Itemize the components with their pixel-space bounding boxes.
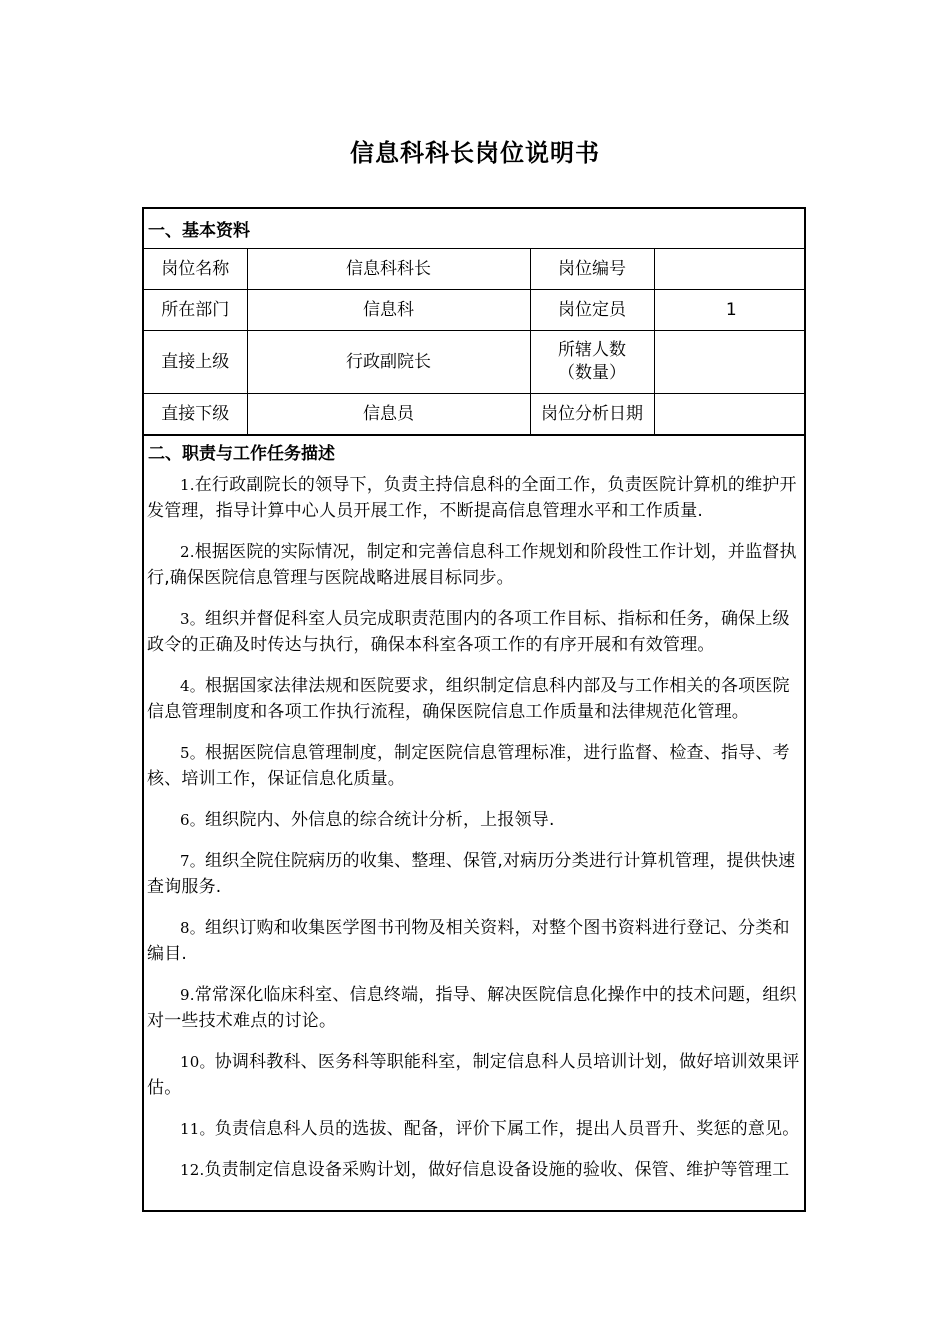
duty-text: 组织并督促科室人员完成职责范围内的各项工作目标、指标和任务，确保上级政令的正确及时传达与执行，确保本科室各项工作的有序开展和有效管理。 — [147, 609, 790, 655]
duty-item — [147, 982, 802, 1034]
duty-text: 根据国家法律法规和医院要求，组织制定信息科内部及与工作相关的各项医院信息管理制度和各项工作执行流程，确保医院信息工作质量和法律规范化管理。 — [147, 676, 790, 722]
field-label: 岗位定员 — [530, 290, 654, 331]
field-value — [654, 394, 806, 436]
duty-text: 负责信息科人员的选拔、配备，评价下属工作，提出人员晋升、奖惩的意见。 — [214, 1119, 800, 1139]
field-label: 所辖人数（数量） — [530, 331, 654, 394]
duty-number: 1. — [180, 476, 195, 494]
duty-text: 负责制定信息设备采购计划，做好信息设备设施的验收、保管、维护等管理工 — [204, 1160, 790, 1180]
duty-item — [147, 606, 802, 658]
duty-number: 10。 — [180, 1053, 215, 1071]
field-label: 直接下级 — [144, 394, 247, 436]
duty-item — [147, 740, 802, 792]
duty-item — [147, 915, 802, 967]
duty-item — [147, 673, 802, 725]
duty-number: 3。 — [180, 610, 205, 628]
duty-number: 8。 — [180, 919, 205, 937]
field-value — [654, 249, 806, 290]
duty-text: 组织院内、外信息的综合统计分析，上报领导. — [204, 810, 555, 830]
duty-text: 常常深化临床科室、信息终端，指导、解决医院信息化操作中的技术问题，组织对一些技术难点的讨论。 — [147, 985, 797, 1031]
duty-number: 11。 — [180, 1120, 215, 1138]
duty-number: 5。 — [180, 744, 205, 762]
duty-item — [147, 1116, 802, 1142]
duty-item — [147, 539, 802, 591]
field-value: 信息员 — [247, 394, 530, 436]
field-label: 岗位分析日期 — [530, 394, 654, 436]
section-basic-info-heading: 一、基本资料 — [144, 209, 804, 249]
info-row — [144, 249, 806, 290]
duty-item — [147, 807, 802, 833]
duty-number: 9. — [180, 986, 195, 1004]
duty-text: 协调科教科、医务科等职能科室，制定信息科人员培训计划，做好培训效果评估。 — [147, 1052, 800, 1098]
field-value — [654, 331, 806, 394]
info-row — [144, 331, 806, 394]
field-value: 1 — [654, 290, 806, 331]
duty-item — [147, 848, 802, 900]
duty-item — [147, 1049, 802, 1101]
duty-number: 6。 — [180, 811, 205, 829]
field-label: 岗位名称 — [144, 249, 247, 290]
field-label: 直接上级 — [144, 331, 247, 394]
field-value: 信息科 — [247, 290, 530, 331]
info-row — [144, 290, 806, 331]
duty-text: 在行政副院长的领导下，负责主持信息科的全面工作，负责医院计算机的维护开发管理，指导计算中心人员开展工作，不断提高信息管理水平和工作质量. — [147, 475, 797, 521]
duty-text: 根据医院信息管理制度，制定医院信息管理标准，进行监督、检查、指导、考核、培训工作，保证信息化质量。 — [147, 743, 790, 789]
duty-number: 7。 — [180, 852, 205, 870]
duty-number: 4。 — [180, 677, 205, 695]
duty-number: 2. — [180, 543, 195, 561]
info-row — [144, 394, 806, 436]
job-description-table — [142, 207, 806, 1212]
duty-item — [147, 1157, 802, 1183]
duty-text: 根据医院的实际情况，制定和完善信息科工作规划和阶段性工作计划，并监督执行,确保医院信息管理与医院战略进展目标同步。 — [147, 542, 797, 588]
field-value: 信息科科长 — [247, 249, 530, 290]
field-label: 所在部门 — [144, 290, 247, 331]
duty-text: 组织全院住院病历的收集、整理、保管,对病历分类进行计算机管理，提供快速查询服务. — [147, 851, 796, 897]
duty-text: 组织订购和收集医学图书刊物及相关资料，对整个图书资料进行登记、分类和编目. — [147, 918, 790, 964]
field-label: 岗位编号 — [530, 249, 654, 290]
section-duties-heading: 二、职责与工作任务描述 — [148, 444, 335, 464]
document-title: 信息科科长岗位说明书 — [350, 139, 600, 167]
field-value: 行政副院长 — [247, 331, 530, 394]
basic-info-table — [144, 249, 806, 436]
duty-item — [147, 472, 802, 524]
duty-number: 12. — [180, 1161, 205, 1179]
duties-list — [144, 472, 804, 1183]
